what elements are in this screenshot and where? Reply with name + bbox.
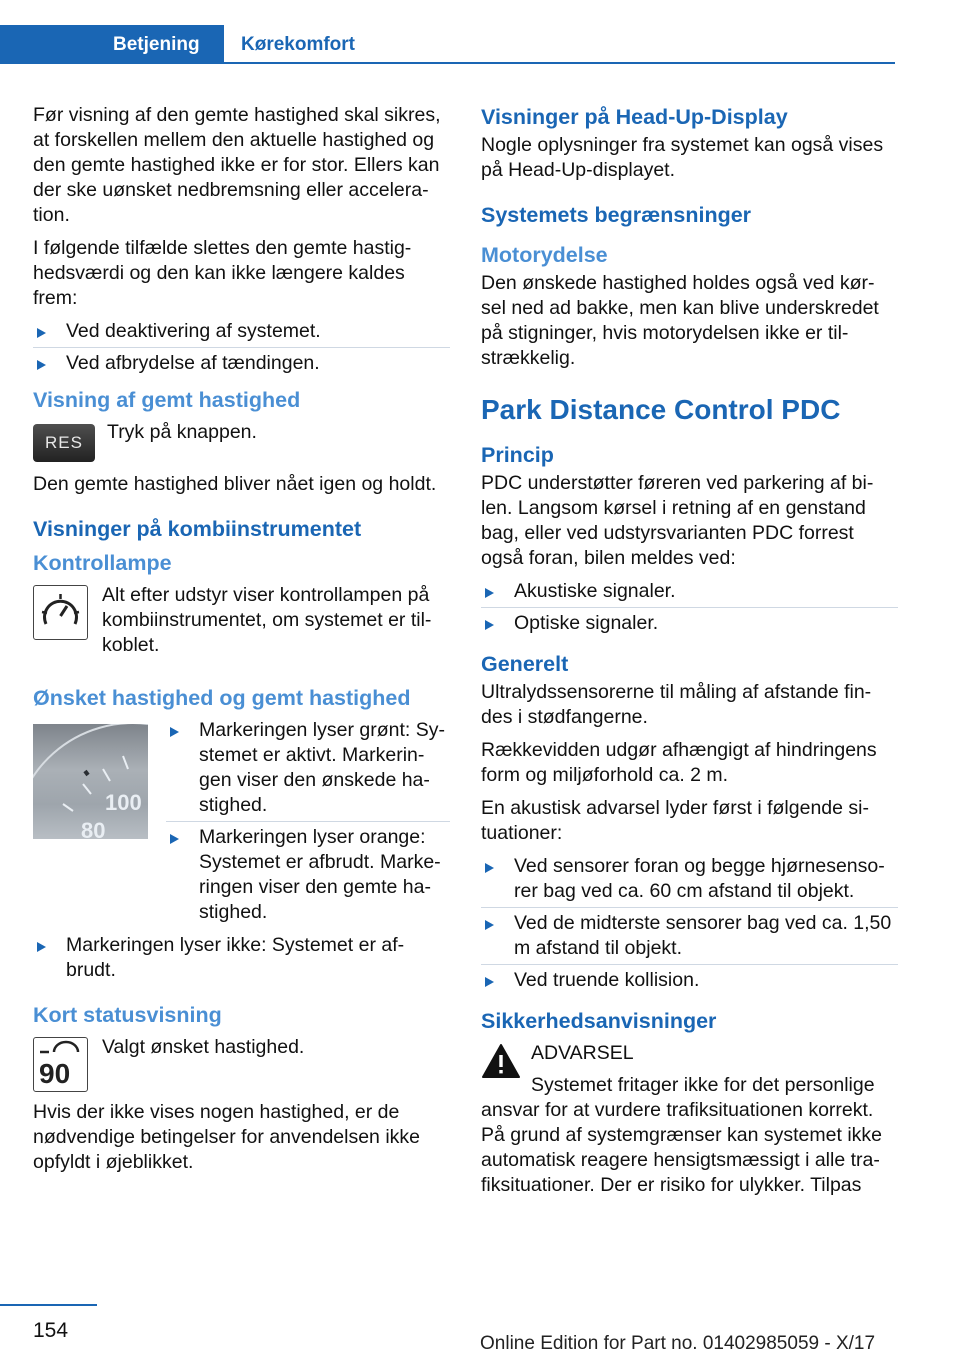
section-tabs	[0, 25, 895, 64]
paragraph-princip: PDC understøtter føreren ved parkering af bi-len. Langsom kørsel i retning af en genstand bag, eller ved udstyrsvarianten PDC forrest også foran, bilen meldes ved:	[481, 472, 874, 569]
kontrollampe-row	[33, 583, 450, 658]
kontrollampe-text: Alt efter udstyr viser kontrollampen på kombiinstrumentet, om systemet er til-koblet.	[102, 584, 432, 656]
warning-triangle-icon	[481, 1043, 521, 1079]
speed-limit-value: 90	[39, 1058, 71, 1089]
list-item: Ved truende kollision.	[481, 968, 898, 993]
res-button-icon: RES	[33, 424, 95, 462]
heading-kontrollampe: Kontrollampe	[33, 551, 172, 575]
warning-title: ADVARSEL	[531, 1042, 634, 1064]
right-column	[481, 103, 898, 1206]
speedometer-list	[166, 718, 450, 925]
heading-sikkerhed: Sikkerhedsanvisninger	[481, 1009, 717, 1033]
speedo-label-80: 80	[81, 818, 106, 839]
warning-head	[531, 1041, 898, 1098]
speedometer-image	[33, 724, 148, 839]
footer-rule	[0, 1304, 97, 1306]
left-column	[33, 103, 450, 1183]
warning-row	[481, 1041, 898, 1098]
heading-motorydelse: Motorydelse	[481, 243, 608, 267]
heading-princip: Princip	[481, 443, 554, 467]
tab-betjening-label: Betjening	[113, 34, 200, 55]
heading-visning-gemt: Visning af gemt hastighed	[33, 388, 301, 412]
warning-text: ansvar for at vurdere trafiksituationen korrekt. På grund af systemgrænser kan systemet ikke automatisk reagere hensigtsmæssigt i alle tra-fiksituationer. Der er risiko for ulykker. Tilpas	[481, 1099, 882, 1196]
cruise-control-lamp-icon	[33, 585, 88, 640]
paragraph-hud: Nogle oplysninger fra systemet kan også vises på Head-Up-displayet.	[481, 134, 884, 181]
paragraph-generelt-3: En akustisk advarsel lyder først i følgende si-tuationer:	[481, 797, 869, 844]
paragraph-no-speed: Hvis der ikke vises nogen hastighed, er de nødvendige betingelser for anvendelsen ikke opfyldt i øjeblikket.	[33, 1101, 421, 1173]
situation-list	[481, 854, 898, 993]
list-item: Ved sensorer foran og begge hjørnesenso-rer bag ved ca. 60 cm afstand til objekt.	[481, 854, 898, 904]
list-item: Markeringen lyser ikke: Systemet er af-brudt.	[33, 933, 450, 983]
list-item: Ved afbrydelse af tændingen.	[33, 351, 450, 376]
list-item: Markeringen lyser orange: Systemet er afbrudt. Marke-ringen viser den gemte ha-stighed.	[166, 825, 450, 925]
paragraph-generelt-1: Ultralydssensorerne til måling af afstande fin-des i stødfangerne.	[481, 681, 872, 728]
heading-generelt: Generelt	[481, 652, 569, 676]
speedometer-row	[33, 718, 450, 933]
speed-limit-90-icon	[33, 1037, 88, 1092]
heading-begraensninger: Systemets begrænsninger	[481, 203, 752, 227]
list-item: Akustiske signaler.	[481, 579, 898, 604]
tab-korekomfort[interactable]: Kørekomfort	[241, 34, 356, 55]
page-number: 154	[33, 1319, 69, 1342]
speedo-label-100: 100	[105, 790, 142, 815]
signal-list	[481, 579, 898, 636]
list-item: Ved de midterste sensorer bag ved ca. 1,50 m afstand til objekt.	[481, 911, 898, 961]
list-item: Optiske signaler.	[481, 611, 898, 636]
paragraph-generelt-2: Rækkevidden udgør afhængigt af hindringens form og miljøforhold ca. 2 m.	[481, 739, 877, 786]
heading-kombiinstrument: Visninger på kombiinstrumentet	[33, 517, 362, 541]
kort-status-row	[33, 1035, 450, 1092]
paragraph-reached-again: Den gemte hastighed bliver nået igen og holdt.	[33, 473, 437, 495]
heading-onsket-hastighed: Ønsket hastighed og gemt hastighed	[33, 686, 411, 710]
marking-off-list	[33, 933, 450, 983]
paragraph-cleared-cases: I følgende tilfælde slettes den gemte hastig-hedsværdi og den kan ikke længere kaldes frem:	[33, 237, 412, 309]
heading-pdc: Park Distance Control PDC	[481, 394, 841, 425]
paragraph-before-display: Før visning af den gemte hastighed skal sikres, at forskellen mellem den aktuelle hastighed og den gemte hastighed ikke er for stor. Ellers kan der ske uønsket nedbremsning eller accelera-tion.	[33, 104, 441, 226]
kort-status-text: Valgt ønsket hastighed.	[102, 1036, 305, 1058]
online-edition-note: Online Edition for Part no. 01402985059 - X/17	[480, 1333, 876, 1354]
speedometer-list-wrap	[166, 718, 450, 933]
res-text: Tryk på knappen.	[107, 421, 257, 443]
paragraph-motorydelse: Den ønskede hastighed holdes også ved kør-sel ned ad bakke, men kan blive underskredet på stigninger, hvis motorydelsen ikke er til-strækkelig.	[481, 272, 879, 369]
tab-betjening[interactable]	[0, 25, 224, 62]
list-item: Markeringen lyser grønt: Sy-stemet er aktivt. Markerin-gen viser den ønskede ha-stighed.	[166, 718, 450, 818]
list-item: Ved deaktivering af systemet.	[33, 319, 450, 344]
cleared-cases-list	[33, 319, 450, 376]
warning-first-line: Systemet fritager ikke for det personlige	[531, 1074, 875, 1096]
res-instruction	[33, 420, 450, 462]
heading-hud: Visninger på Head-Up-Display	[481, 105, 788, 129]
heading-kort-statusvisning: Kort statusvisning	[33, 1003, 222, 1027]
